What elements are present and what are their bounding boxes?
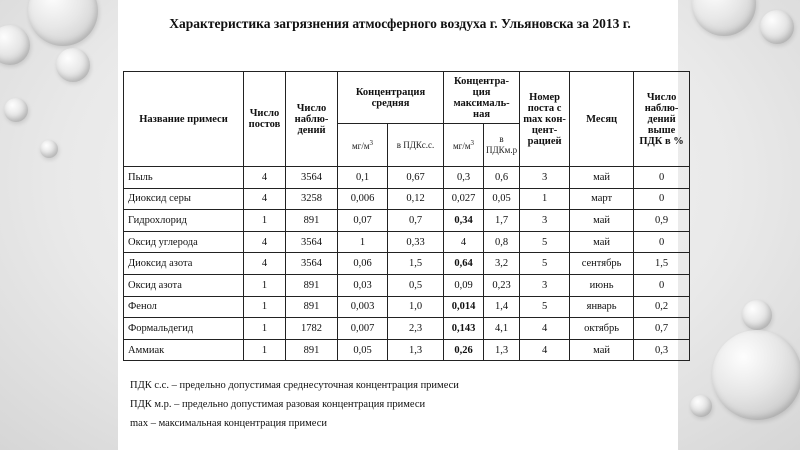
cell-max-mg: 0,64 [444,253,484,275]
cell-avg-mg: 0,007 [338,318,388,340]
cell-avg-mg: 0,006 [338,188,388,210]
cell-avg-pdk: 0,5 [388,274,444,296]
cell-avg-mg: 0,003 [338,296,388,318]
cell-avg-mg: 0,03 [338,274,388,296]
cell-max-mg: 0,26 [444,339,484,361]
table-row [124,210,690,232]
water-droplet [0,25,30,65]
cell-avg-pdk: 0,33 [388,231,444,253]
cell-avg-mg: 0,07 [338,210,388,232]
cell-month: май [570,210,634,232]
cell-max-mg: 0,027 [444,188,484,210]
subheader-mg: $мг/м^3$ [338,124,388,167]
cell-avg-mg: 0,1 [338,167,388,189]
water-droplet [760,10,794,44]
water-droplet [28,0,98,46]
cell-avg-mg: 0,05 [338,339,388,361]
cell-name: Оксид углерода [124,231,244,253]
cell-avg-pdk: 2,3 [388,318,444,340]
cell-observations: 891 [286,296,338,318]
cell-name: Оксид азота [124,274,244,296]
header-posts: Число постов [244,72,286,167]
cell-name: Диоксид серы [124,188,244,210]
cell-avg-pdk: 0,67 [388,167,444,189]
table-row [124,167,690,189]
cell-max-pdk: 1,4 [484,296,520,318]
cell-month: март [570,188,634,210]
footnote-pdk-ss: ПДК с.с. – предельно допустимая среднесуточная концентрация примеси [130,380,459,391]
cell-exceed: 0 [634,274,690,296]
table-row [124,339,690,361]
cell-max-pdk: 0,05 [484,188,520,210]
cell-exceed: 0,2 [634,296,690,318]
table-row [124,253,690,275]
cell-max-mg: 0,09 [444,274,484,296]
cell-avg-pdk: 1,0 [388,296,444,318]
cell-name: Диоксид азота [124,253,244,275]
header-month: Месяц [570,72,634,167]
cell-max-mg: 4 [444,231,484,253]
water-droplet [690,395,712,417]
cell-name: Формальдегид [124,318,244,340]
cell-post: 3 [520,167,570,189]
footnote-pdk-mr: ПДК м.р. – предельно допустимая разовая концентрация примеси [130,399,426,410]
cell-name: Фенол [124,296,244,318]
cell-post: 3 [520,274,570,296]
cell-posts: 1 [244,339,286,361]
subheader-pdk-ss: в ПДКс.с. [388,124,444,167]
cell-post: 5 [520,231,570,253]
cell-max-mg: 0,34 [444,210,484,232]
cell-month: май [570,167,634,189]
water-droplet [4,98,28,122]
cell-avg-pdk: 1,5 [388,253,444,275]
cell-observations: 3564 [286,231,338,253]
cell-posts: 4 [244,188,286,210]
water-droplet [56,48,90,82]
table-row [124,296,690,318]
cell-name: Пыль [124,167,244,189]
water-droplet [742,300,772,330]
cell-posts: 4 [244,231,286,253]
cell-posts: 1 [244,296,286,318]
cell-exceed: 0 [634,231,690,253]
cell-observations: 3564 [286,167,338,189]
cell-exceed: 0 [634,188,690,210]
water-droplet [712,330,800,420]
cell-max-mg: 0,143 [444,318,484,340]
cell-post: 4 [520,339,570,361]
cell-max-pdk: 0,6 [484,167,520,189]
cell-month: сентябрь [570,253,634,275]
cell-month: май [570,231,634,253]
header-conc-max: Концентра-ция максималь-ная [444,72,520,124]
cell-exceed: 0,3 [634,339,690,361]
subheader-mg-max: $мг/м^3$ [444,124,484,167]
cell-exceed: 0,9 [634,210,690,232]
cell-exceed: 0,7 [634,318,690,340]
cell-avg-pdk: 0,12 [388,188,444,210]
cell-exceed: 1,5 [634,253,690,275]
pollution-table [123,71,690,361]
table-row [124,188,690,210]
cell-avg-pdk: 0,7 [388,210,444,232]
cell-month: январь [570,296,634,318]
cell-avg-mg: 1 [338,231,388,253]
cell-max-pdk: 4,1 [484,318,520,340]
cell-posts: 1 [244,318,286,340]
cell-post: 4 [520,318,570,340]
table-row [124,231,690,253]
cell-month: октябрь [570,318,634,340]
cell-name: Гидрохлорид [124,210,244,232]
footnote-max: max – максимальная концентрация примеси [130,418,328,429]
cell-observations: 1782 [286,318,338,340]
table-row [124,274,690,296]
cell-name: Аммиак [124,339,244,361]
cell-avg-pdk: 1,3 [388,339,444,361]
footnotes [130,376,459,433]
cell-max-pdk: 1,3 [484,339,520,361]
cell-observations: 891 [286,210,338,232]
header-conc-avg: Концентрация средняя [338,72,444,124]
cell-posts: 4 [244,167,286,189]
cell-max-pdk: 0,8 [484,231,520,253]
cell-post: 1 [520,188,570,210]
cell-max-pdk: 1,7 [484,210,520,232]
cell-month: май [570,339,634,361]
cell-post: 3 [520,210,570,232]
cell-max-pdk: 3,2 [484,253,520,275]
water-droplet [40,140,58,158]
page-title: Характеристика загрязнения атмосферного воздуха г. Ульяновска за 2013 г. [169,16,631,31]
cell-max-mg: 0,3 [444,167,484,189]
cell-posts: 1 [244,274,286,296]
cell-exceed: 0 [634,167,690,189]
cell-posts: 1 [244,210,286,232]
cell-observations: 3258 [286,188,338,210]
cell-observations: 891 [286,339,338,361]
cell-post: 5 [520,253,570,275]
subheader-pdk-mr: в ПДКм.р [484,124,520,167]
cell-month: июнь [570,274,634,296]
table-row [124,318,690,340]
cell-avg-mg: 0,06 [338,253,388,275]
cell-post: 5 [520,296,570,318]
header-name: Название примеси [124,72,244,167]
cell-observations: 3564 [286,253,338,275]
header-exceed: Число наблю-дений выше ПДК в % [634,72,690,167]
cell-posts: 4 [244,253,286,275]
water-droplet [692,0,756,36]
cell-max-pdk: 0,23 [484,274,520,296]
cell-observations: 891 [286,274,338,296]
header-post-max: Номер поста с max кон-цент-рацией [520,72,570,167]
header-observations: Число наблю-дений [286,72,338,167]
cell-max-mg: 0,014 [444,296,484,318]
